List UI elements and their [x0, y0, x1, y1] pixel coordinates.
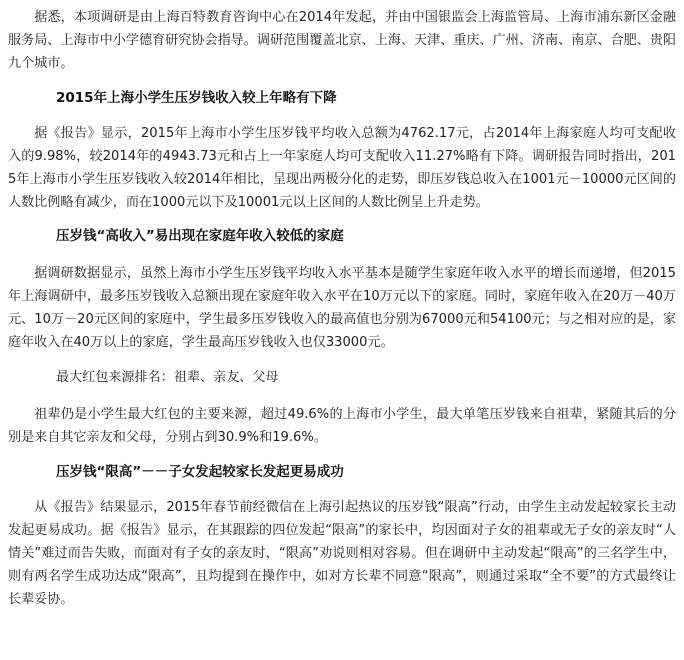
paragraph-grandparents: 祖辈仍是小学生最大红包的主要来源，超过49.6%的上海市小学生，最大单笔压岁钱来自祖辈，紧随其后的分别是来自其它亲友和父母，分别占到30.9%和19.6%。	[8, 407, 676, 445]
section-heading-high-income: 压岁钱“高收入”易出现在家庭年收入较低的家庭	[56, 228, 344, 244]
section-heading-income-decline: 2015年上海小学生压岁钱收入较上年略有下降	[56, 90, 337, 106]
article-body	[8, 6, 676, 611]
paragraph-limit-campaign: 从《报告》结果显示，2015年春节前经微信在上海引起热议的压岁钱“限高”行动，由学生主动发起较家长主动发起更易成功。据《报告》显示，在其跟踪的四位发起“限高”的家长中，均因面对子女的祖辈或无子女的亲友时“人情关”难过而告失败，而面对有子女的亲友时，“限高”劝说则相对容易。但在调研中主动发起“限高”的三名学生中，则有两名学生成功达成“限高”，且均提到在操作中，如对方长辈不同意“限高”，则通过采取“全不要”的方式最终让长辈妥协。	[8, 500, 676, 607]
paragraph-income-report: 据《报告》显示，2015年上海市小学生压岁钱平均收入总额为4762.17元，占2014年上海家庭人均可支配收入的9.98%，较2014年的4943.73元和占上一年家庭人均可支配收入11.27%略有下降。调研报告同时指出，2015年上海市小学生压岁钱收入较2014年相比，呈现出两极分化的走势，即压岁钱总收入在1001元－10000元区间的人数比例略有减少，而在1000元以下及10001元以上区间的人数比例呈上升走势。	[8, 126, 676, 210]
intro-paragraph: 据悉，本项调研是由上海百特教育咨询中心在2014年发起，并由中国银监会上海监管局、上海市浦东新区金融服务局、上海市中小学德育研究协会指导。调研范围覆盖北京、上海、天津、重庆、广州、济南、南京、合肥、贵阳九个城市。	[8, 10, 676, 71]
paragraph-survey-data: 据调研数据显示，虽然上海市小学生压岁钱平均收入水平基本是随学生家庭年收入水平的增长而递增，但2015年上海调研中，最多压岁钱收入总额出现在家庭年收入水平在10万元以下的家庭。同时，家庭年收入在20万－40万元、10万－20元区间的家庭中，学生最多压岁钱收入的最高值也分别为67000元和54100元；与之相对应的是，家庭年收入在40万以上的家庭，学生最高压岁钱收入也仅33000元。	[8, 266, 676, 350]
section-heading-limit: 压岁钱“限高”－－子女发起较家长发起更易成功	[56, 464, 344, 480]
red-envelope-source-ranking: 最大红包来源排名：祖辈、亲友、父母	[56, 370, 279, 385]
